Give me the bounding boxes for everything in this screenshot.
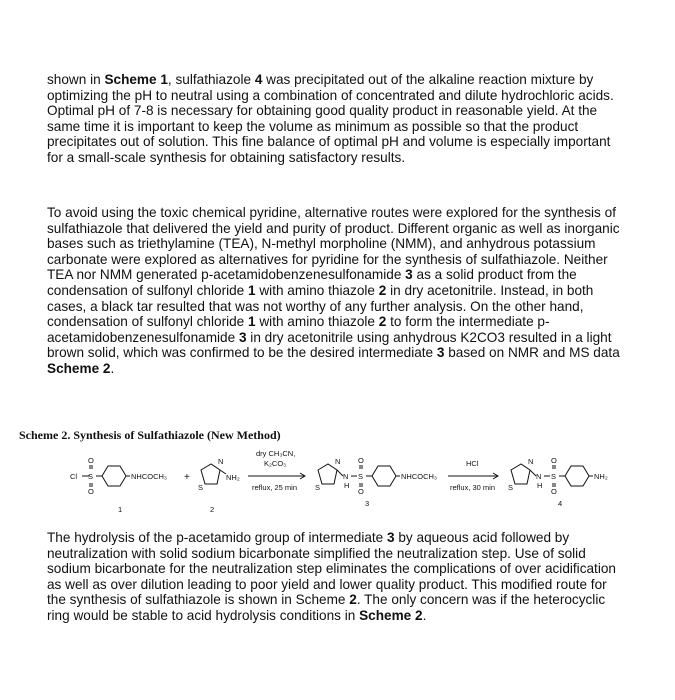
atom-s-1: S [88,472,94,481]
condition-hcl: HCl [466,459,479,468]
text-run: to form the intermediate p-acetamidobenzenesulfonamide [47,314,550,345]
compound-label-2: 2 [210,505,215,514]
atom-cl: Cl [70,472,78,481]
text-run: , sulfathiazole [167,72,255,87]
bold-reference: 3 [387,530,395,545]
atom-s-2: S [198,483,204,492]
atom-n-3b: N [343,472,349,481]
text-run: by aqueous acid followed by neutralization with solid sodium bicarbonate simplified the neutralization step. Use of solid sodium bicarbonate for the neutralization step eliminates the complications of over acidification as well as over dilution leading to poor yield and lower quality product. This modified route for the synthesis of sulfathiazole is shown in Scheme [47,530,616,608]
atom-n-4b: N [536,472,542,481]
atom-s-4: S [508,483,514,492]
bold-reference: Scheme 2 [359,607,423,623]
atom-o-3b: O [358,487,364,496]
paragraph-1 [47,72,622,166]
text-run: with amino thiazole [255,314,379,330]
text-run: in dry acetonitrile. Instead, in both cases, a black tar resulted that was not worthy of any further analysis. On the other hand, condensation of sulfonyl chloride [47,282,594,330]
atom-h-4: H [537,481,543,490]
text-run: shown in [47,72,105,87]
bold-reference: 2 [378,314,387,330]
compound-label-4: 4 [558,499,563,508]
condition-reflux-1: reflux, 25 min [252,483,298,492]
text-run: was precipitated out of the alkaline reaction mixture by optimizing the pH to neutral using a combination of concentrated and dilute hydrochloric acids. Optimal pH of 7-8 is necessary for obtaining good quality product in reasonable yield. At the same time it is important to keep the volume as minimum as possible so that the product precipitates out of solution. This fine balance of optimal pH and volume is especially important for a small-scale synthesis for obtaining satisfactory results. [47,72,614,165]
text-run: with amino thiazole [255,282,379,298]
group-nhcoch3-1: NHCOCH₃ [131,472,167,481]
reaction-scheme [60,446,620,516]
plus-sign: + [184,472,190,483]
text-run: . [110,360,115,376]
atom-n-3: N [335,457,341,466]
scheme-title: Scheme 2. Synthesis of Sulfathiazole (New Method) [19,428,281,442]
atom-o-3a: O [358,456,364,465]
bold-reference: 1 [248,314,256,330]
atom-n-2: N [218,457,224,466]
bold-reference: 4 [254,72,263,87]
bold-reference: Scheme 1 [104,72,168,87]
atom-s-4b: S [551,472,557,481]
paragraph-2 [47,205,622,377]
bold-reference: 1 [248,282,256,298]
group-nh2-4: NH₂ [594,472,608,481]
atom-o-4a: O [551,456,557,465]
text-run: . The only concern was if the heterocyclic ring would be stable to acid hydrolysis conditions in [47,592,606,623]
text-run: . [422,607,427,623]
atom-n-4: N [528,457,534,466]
compound-label-1: 1 [118,505,123,514]
bold-reference: 2 [378,282,387,298]
text-run: The hydrolysis of the p-acetamido group of intermediate [47,530,388,545]
text-run: based on NMR and MS data [444,345,620,361]
condition-solvent: dry CH₃CN, [256,449,296,458]
atom-s-3: S [315,483,321,492]
bold-reference: 3 [405,267,413,283]
bold-reference: 3 [238,329,247,345]
group-nh2-2: NH₂ [226,473,240,482]
text-run: as a solid product from the condensation of sulfonyl chloride [47,267,577,298]
text-run: in dry acetonitrile using anhydrous K2CO3 resulted in a light brown solid, which was confirmed to be the desired intermediate [47,329,612,361]
atom-o-4b: O [551,487,557,496]
bold-reference: 3 [436,345,445,361]
condition-base: K₂CO₃ [264,459,287,468]
text-run: To avoid using the toxic chemical pyridine, alternative routes were explored for the synthesis of sulfathiazole that delivered the yield and purity of product. Different organic as well as inorganic bases such as triethylamine (TEA), N-methyl morpholine (NMM), and anhydrous potassium carbonate were explored as alternatives for pyridine for the synthesis of sulfathiazole. Neither TEA nor NMM generated p-acetamidobenzenesulfonamide [47,205,620,283]
bold-reference: 2 [349,592,357,608]
condition-reflux-2: reflux, 30 min [450,483,496,492]
atom-s-3b: S [358,472,364,481]
atom-o-1a: O [88,456,94,465]
bold-reference: Scheme 2 [47,360,111,376]
paragraph-3 [47,530,622,624]
atom-h-3: H [344,481,350,490]
compound-label-3: 3 [365,499,370,508]
group-nhcoch3-3: NHCOCH₃ [401,472,437,481]
atom-o-1b: O [88,487,94,496]
